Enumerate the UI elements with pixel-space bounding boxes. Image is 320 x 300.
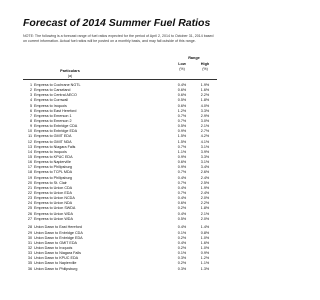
route-name: Empress to Union NCDA [34, 196, 75, 201]
route-name: Empress to Cornwall [34, 98, 69, 103]
route-name: Empress to Emerson 1 [34, 113, 72, 118]
table-row [23, 217, 217, 222]
row-number: 23 [27, 196, 32, 201]
row-number: 2 [29, 88, 32, 93]
route-name: Empress to KPUC EDA [34, 154, 73, 159]
row-number: 8 [29, 118, 32, 123]
particulars-header: Particulars [60, 69, 80, 73]
low-value: 0.3% [177, 256, 187, 261]
high-value: 4.0% [200, 103, 210, 108]
row-number: 15 [27, 154, 32, 159]
high-value: 2.2% [200, 93, 210, 98]
high-value: 2.4% [200, 190, 210, 195]
route-name: Empress to Union WDA [34, 216, 73, 221]
row-number: 32 [27, 245, 32, 250]
high-value: 2.1% [200, 124, 210, 129]
low-value: 0.1% [177, 251, 187, 256]
route-name: Empress to Iroquois [34, 149, 67, 154]
low-value: 0.6% [177, 160, 187, 165]
route-name: Union Dawn to Enbridge CDA [34, 230, 83, 235]
row-number: 31 [27, 240, 32, 245]
high-value: 3.3% [200, 154, 210, 159]
route-name: Empress to St. Clair [34, 180, 67, 185]
low-value: 0.5% [177, 216, 187, 221]
row-number: 18 [27, 170, 32, 175]
route-name: Empress to East Hereford [34, 108, 77, 113]
row-number: 5 [29, 103, 32, 108]
route-name: Empress to Philipsburg [34, 175, 72, 180]
high-value: 1.1% [200, 261, 210, 266]
low-value: 0.9% [177, 129, 187, 134]
high-value: 2.1% [200, 211, 210, 216]
low-value: 0.4% [177, 211, 187, 216]
low-value: 0.7% [177, 144, 187, 149]
high-value: 2.6% [200, 170, 210, 175]
high-value: 2.2% [200, 201, 210, 206]
row-number: 16 [27, 160, 32, 165]
high-column-header: High [200, 62, 210, 66]
route-name: Empress to Union NDA [34, 201, 73, 206]
low-value: 0.5% [177, 98, 187, 103]
row-number: 22 [27, 190, 32, 195]
low-value: 0.7% [177, 180, 187, 185]
row-number: 27 [27, 216, 32, 221]
route-name: Union Dawn to Napierville [34, 261, 77, 266]
route-name: Empress to Philipsburg [34, 165, 72, 170]
low-unit-label: (%) [179, 67, 185, 71]
row-number: 14 [27, 149, 32, 154]
low-value: 0.4% [177, 185, 187, 190]
route-name: Empress to Iroquois [34, 103, 67, 108]
low-value: 0.3% [177, 266, 187, 271]
header-divider [23, 79, 217, 80]
high-value: 2.9% [200, 113, 210, 118]
row-number: 1 [29, 83, 32, 87]
route-name: Empress to Emerson 2 [34, 118, 72, 123]
route-name: Empress to Union CDA [34, 185, 73, 190]
low-value: 1.5% [177, 134, 187, 139]
fuel-ratio-table [23, 83, 217, 272]
low-value: 0.2% [177, 245, 187, 250]
row-number: 12 [27, 139, 32, 144]
route-name: Empress to Central AECO [34, 93, 77, 98]
route-name: Empress to Enbridge CDA [34, 124, 78, 129]
forecast-note: NOTE: The following is a forecast range of fuel ratios expected for the period of April 2, 2014 to October 31, 2014 based on current information. Actual fuel ratios will be posted on a monthly basis, and may fall outside of this range. [23, 34, 214, 43]
row-number: 10 [27, 129, 32, 134]
row-number: 34 [27, 256, 32, 261]
row-number: 26 [27, 211, 32, 216]
high-value: 1.0% [200, 245, 210, 250]
low-value: 0.4% [177, 240, 187, 245]
row-number: 7 [29, 113, 32, 118]
page-title: Forecast of 2014 Summer Fuel Ratios [23, 17, 211, 29]
high-value: 1.8% [200, 98, 210, 103]
low-value: 0.7% [177, 170, 187, 175]
low-value: 0.7% [177, 113, 187, 118]
high-unit-label: (%) [202, 67, 208, 71]
row-number: 21 [27, 185, 32, 190]
row-number: 28 [27, 225, 32, 230]
low-value: 0.6% [177, 201, 187, 206]
low-value: 0.2% [177, 206, 187, 211]
high-value: 1.6% [200, 88, 210, 93]
row-number: 29 [27, 230, 32, 235]
range-header: Range [188, 56, 200, 60]
high-value: 3.3% [200, 108, 210, 113]
high-value: 0.9% [200, 251, 210, 256]
particulars-column-label: (a) [67, 74, 73, 78]
route-name: Empress to Cochrane NGTL [34, 83, 81, 87]
low-value: 0.6% [177, 103, 187, 108]
high-value: 3.4% [200, 165, 210, 170]
high-value: 4.1% [200, 139, 210, 144]
low-value: 0.4% [177, 83, 187, 87]
route-name: Empress to Union EDA [34, 190, 72, 195]
high-value: 2.4% [200, 175, 210, 180]
low-value: 0.4% [177, 196, 187, 201]
row-number: 20 [27, 180, 32, 185]
route-name: Empress to Niagara Falls [34, 144, 76, 149]
low-value: 0.1% [177, 230, 187, 235]
high-value: 1.2% [200, 256, 210, 261]
route-name: Union Dawn to KPUC EDA [34, 256, 79, 261]
route-name: Union Dawn to Enbridge EDA [34, 235, 83, 240]
route-name: Empress to Union WDA [34, 211, 73, 216]
high-value: 3.1% [200, 160, 210, 165]
low-column-header: Low [178, 62, 186, 66]
low-value: 1.5% [177, 139, 187, 144]
high-value: 1.9% [200, 83, 210, 87]
row-number: 17 [27, 165, 32, 170]
high-value: 2.0% [200, 196, 210, 201]
high-value: 1.0% [200, 235, 210, 240]
route-name: Union Dawn to GMIT EDA [34, 240, 77, 245]
route-name: Empress to Carseland [34, 88, 71, 93]
high-value: 3.0% [200, 118, 210, 123]
low-value: 1.1% [177, 149, 187, 154]
row-number: 36 [27, 266, 32, 271]
route-name: Union Dawn to Iroquois [34, 245, 73, 250]
row-number: 25 [27, 206, 32, 211]
row-number: 6 [29, 108, 32, 113]
low-value: 0.2% [177, 235, 187, 240]
low-value: 0.9% [177, 165, 187, 170]
route-name: Empress to GMIT NDA [34, 139, 72, 144]
route-name: Union Dawn to East Hereford [34, 225, 82, 230]
route-name: Empress to Union SWDA [34, 206, 76, 211]
high-value: 1.6% [200, 240, 210, 245]
row-number: 19 [27, 175, 32, 180]
low-value: 1.2% [177, 108, 187, 113]
route-name: Empress to Enbridge EDA [34, 129, 78, 134]
low-value: 0.4% [177, 225, 187, 230]
low-value: 0.7% [177, 118, 187, 123]
high-value: 3.9% [200, 149, 210, 154]
high-value: 2.7% [200, 129, 210, 134]
low-value: 0.2% [177, 261, 187, 266]
low-value: 0.7% [177, 190, 187, 195]
route-name: Empress to Napierville [34, 160, 71, 165]
high-value: 1.4% [200, 225, 210, 230]
low-value: 0.4% [177, 175, 187, 180]
route-name: Empress to TCPL MDA [34, 170, 73, 175]
route-name: Union Dawn to Philipsburg [34, 266, 78, 271]
row-number: 33 [27, 251, 32, 256]
route-name: Empress to GMIT EDA [34, 134, 72, 139]
row-number: 13 [27, 144, 32, 149]
high-value: 4.2% [200, 134, 210, 139]
low-value: 0.9% [177, 154, 187, 159]
table-row [23, 267, 217, 272]
row-number: 11 [28, 134, 32, 139]
high-value: 2.5% [200, 180, 210, 185]
low-value: 0.5% [177, 124, 187, 129]
row-number: 3 [29, 93, 32, 98]
high-value: 1.8% [200, 206, 210, 211]
low-value: 0.6% [177, 88, 187, 93]
high-value: 1.9% [200, 185, 210, 190]
row-number: 4 [29, 98, 32, 103]
high-value: 0.8% [200, 230, 210, 235]
route-name: Union Dawn to Niagara Falls [34, 251, 81, 256]
low-value: 0.6% [177, 93, 187, 98]
row-number: 30 [27, 235, 32, 240]
high-value: 2.0% [200, 216, 210, 221]
row-number: 9 [29, 124, 32, 129]
high-value: 3.1% [200, 144, 210, 149]
high-value: 1.3% [200, 266, 210, 271]
row-number: 35 [27, 261, 32, 266]
row-number: 24 [27, 201, 32, 206]
